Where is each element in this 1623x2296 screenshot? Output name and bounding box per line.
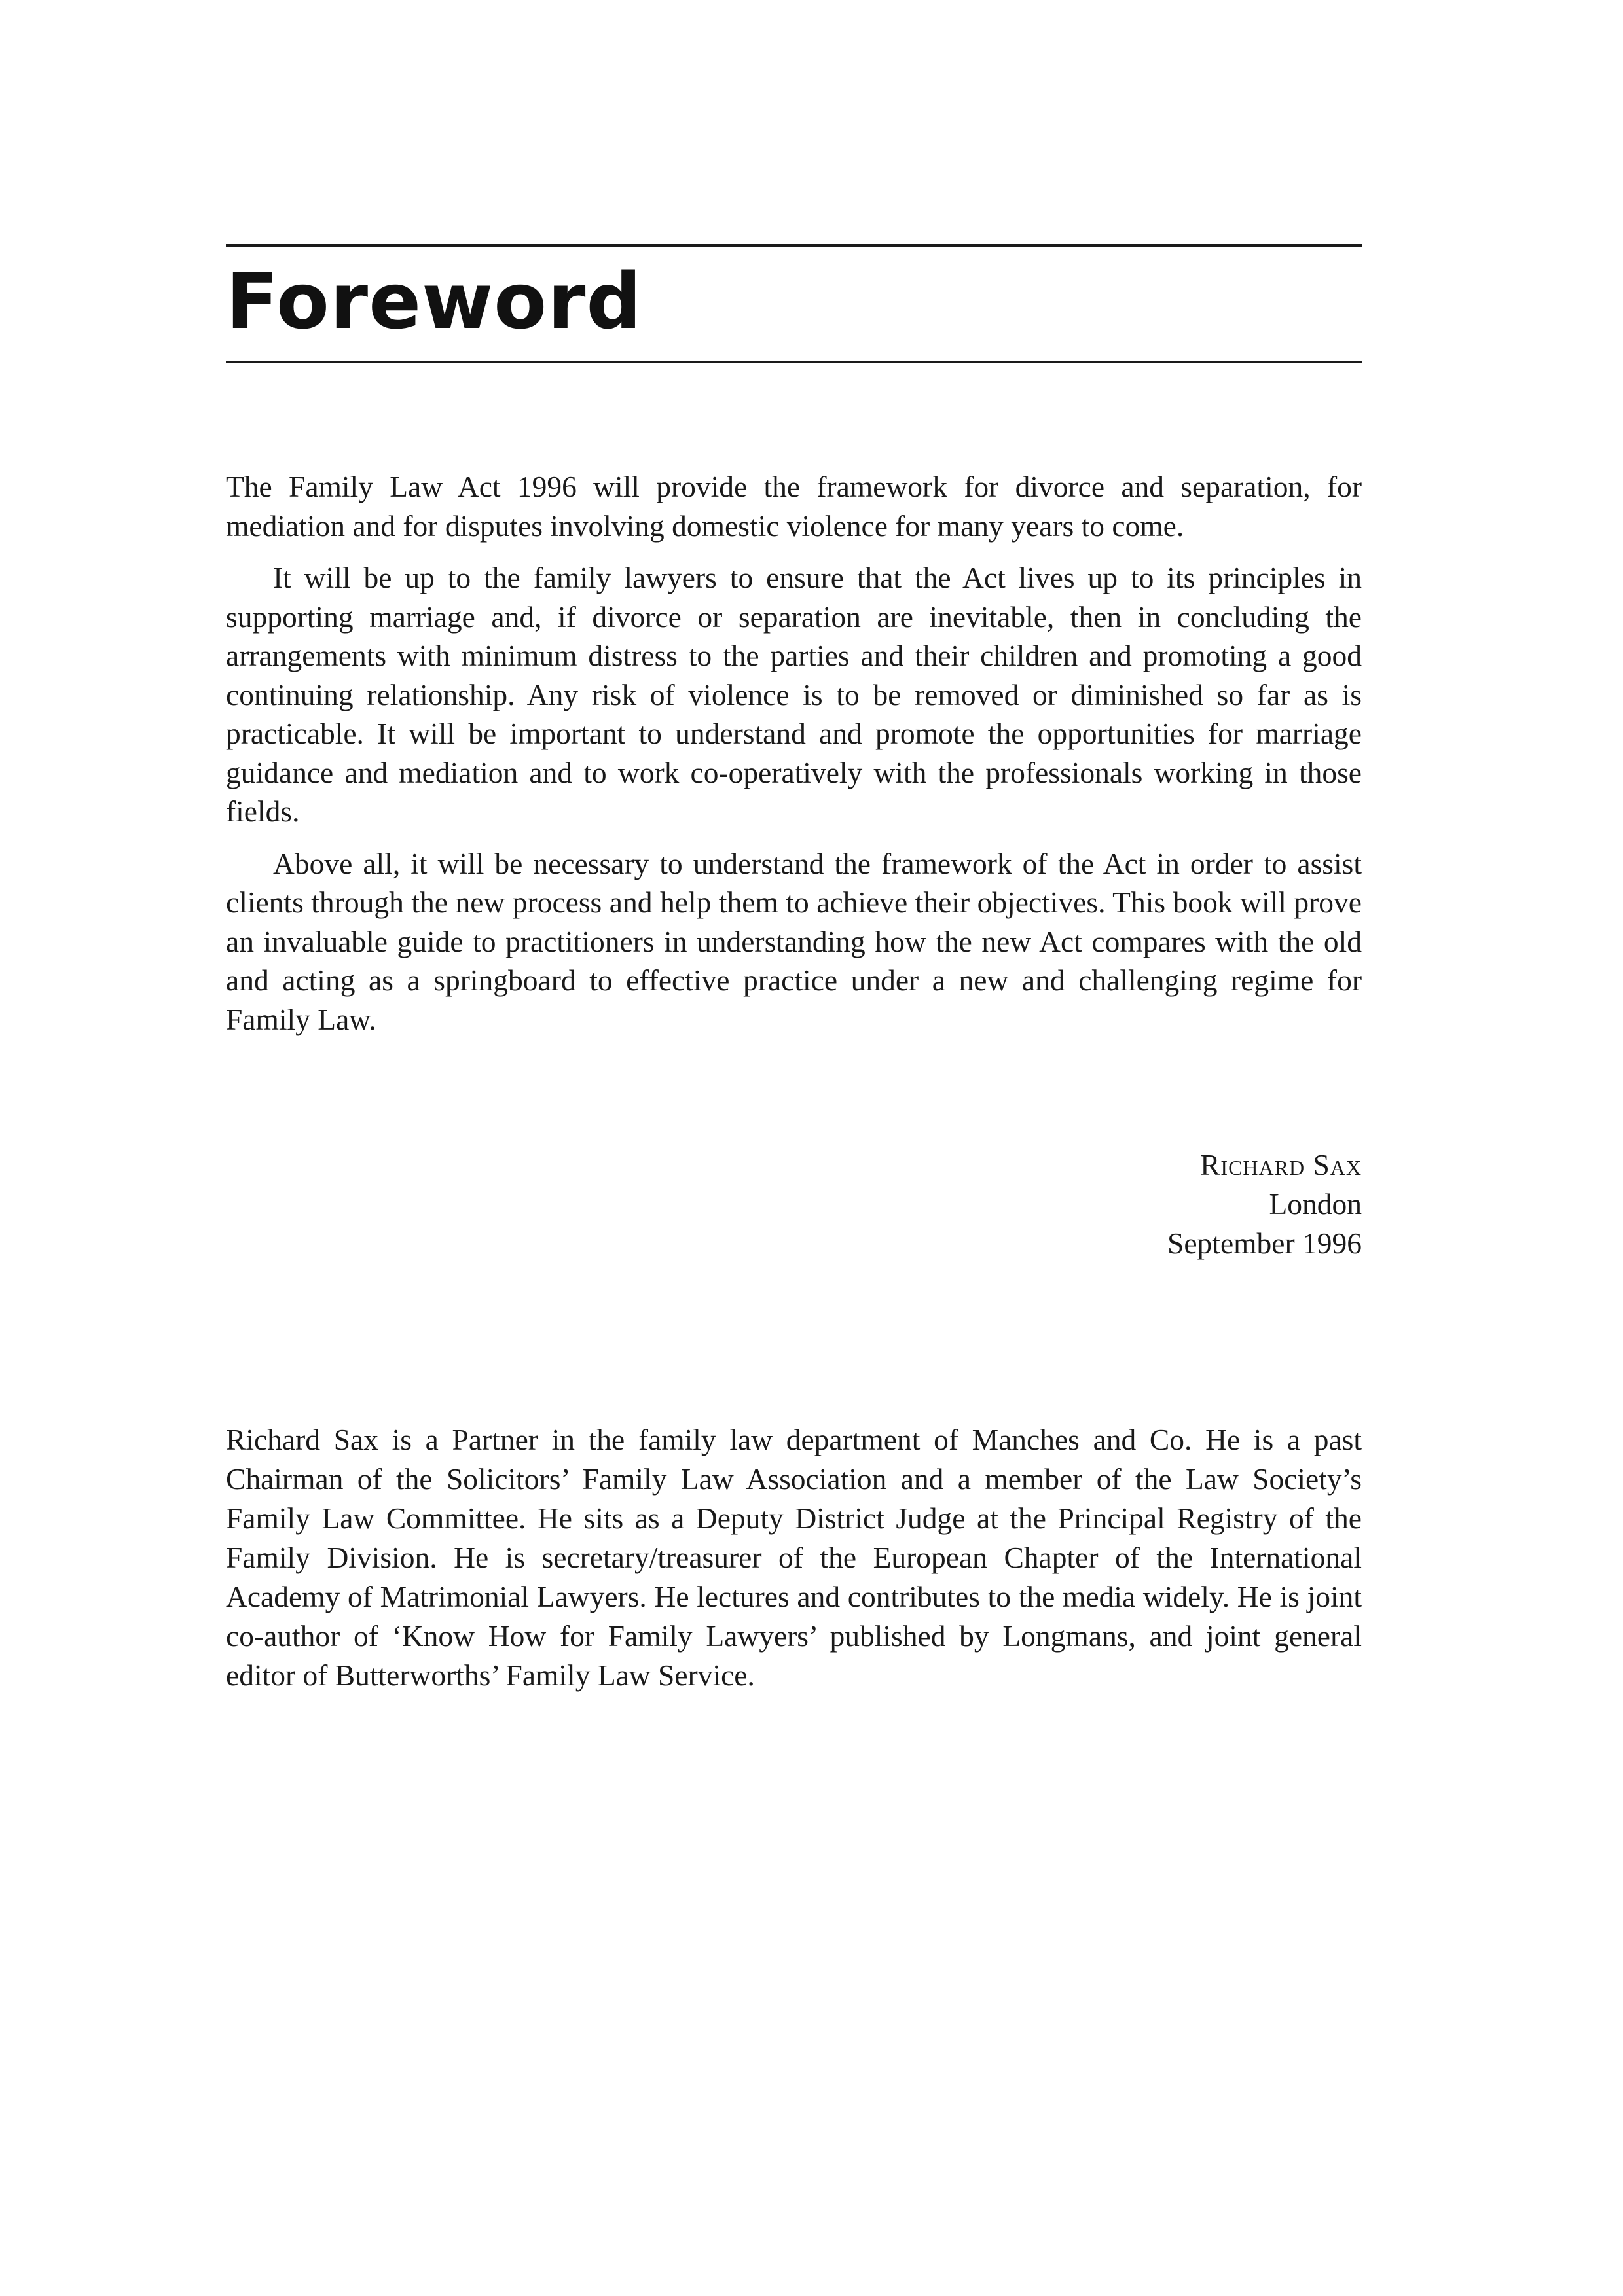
heading-rule-top bbox=[226, 244, 1362, 247]
signature-block bbox=[838, 1145, 1362, 1263]
author-bio: Richard Sax is a Partner in the family law department of Manches and Co. He is a past Chairman of the Solicitors’ Family Law Association and a member of the Law Society’s Family Law Committee. He sits as a Deputy District Judge at the Principal Registry of the Family Division. He is secretary/treasurer of the European Chapter of the International Academy of Matrimonial Lawyers. He lectures and contributes to the media widely. He is joint co-author of ‘Know How for Family Lawyers’ published by Longmans, and joint general editor of Butterworths’ Family Law Service. bbox=[226, 1423, 1362, 1692]
signature-date: September 1996 bbox=[1167, 1227, 1362, 1260]
foreword-paragraph-1: The Family Law Act 1996 will provide the framework for divorce and separation, for mediation and for disputes involving domestic violence for many years to come. bbox=[226, 470, 1362, 543]
heading-rule-bottom bbox=[226, 361, 1362, 363]
foreword-paragraph-3: Above all, it will be necessary to understand the framework of the Act in order to assist clients through the new process and help them to achieve their objectives. This book will prove an invaluable guide to practitioners in understanding how the new Act compares with the old and acting as a springboard to effective practice under a new and challenging regime for Family Law. bbox=[226, 846, 1362, 1036]
foreword-paragraph-2: It will be up to the family lawyers to ensure that the Act lives up to its principles in supporting marriage and, if divorce or separation are inevitable, then in concluding the arrangements with minimum distress to the parties and their children and promoting a good continuing relationship. Any risk of violence is to be removed or diminished so far as is practicable. It will be important to understand and promote the opportunities for marriage guidance and mediation and to work co-operatively with the professionals working in those fields. bbox=[226, 561, 1362, 828]
page-title: Foreword bbox=[226, 256, 642, 346]
signature-place: London bbox=[1269, 1187, 1362, 1221]
signature-name: Richard Sax bbox=[1200, 1148, 1362, 1181]
foreword-body bbox=[226, 467, 1362, 1039]
